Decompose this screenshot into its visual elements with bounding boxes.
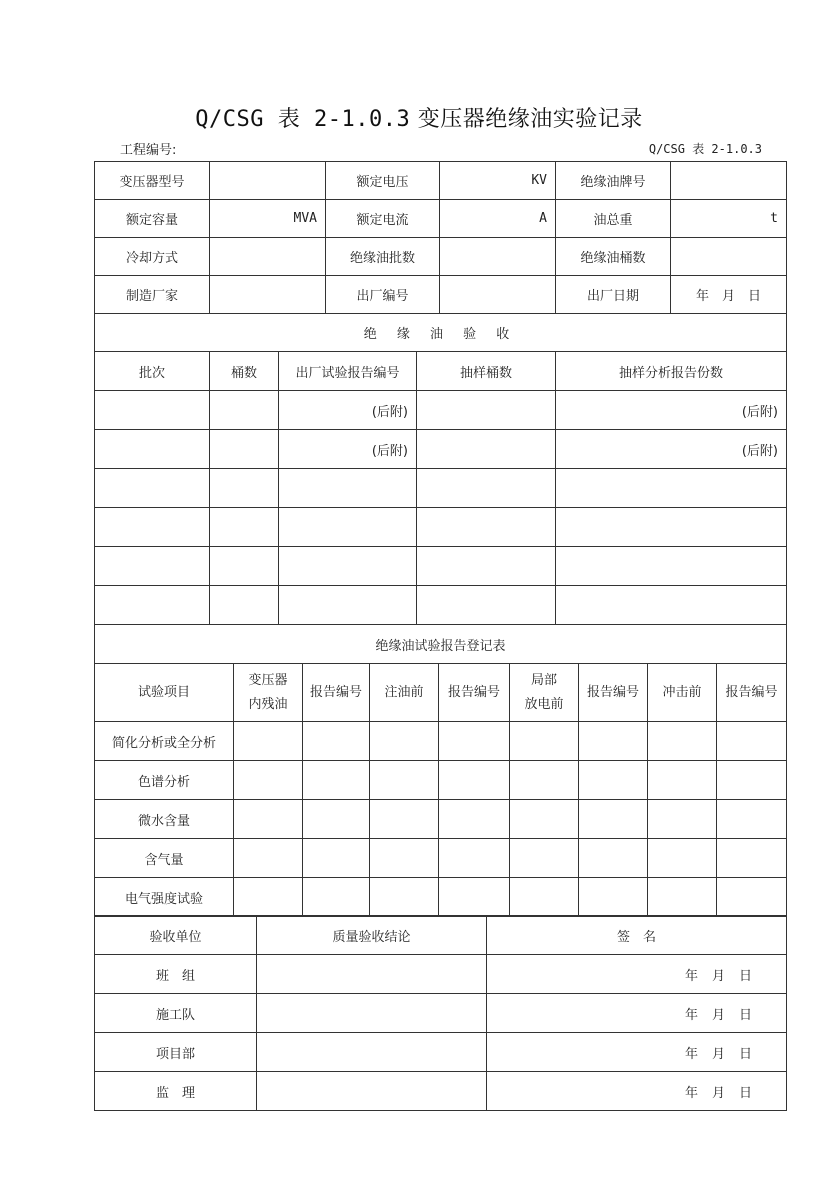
- info-value-field[interactable]: KV: [440, 162, 556, 200]
- info-value-field[interactable]: [440, 238, 556, 276]
- registry-cell[interactable]: [439, 722, 510, 761]
- registry-column-header: [234, 664, 303, 722]
- info-value-field[interactable]: [210, 238, 326, 276]
- quality-conclusion-field[interactable]: [257, 955, 487, 994]
- signature-date-field[interactable]: [487, 1033, 787, 1072]
- registry-header-row: [95, 664, 787, 722]
- registry-header-line: 变压器: [248, 672, 288, 688]
- registry-header-line: 局部: [530, 672, 557, 688]
- registry-cell[interactable]: [510, 722, 579, 761]
- registry-cell[interactable]: [234, 800, 303, 839]
- registry-cell[interactable]: [303, 839, 370, 878]
- registry-cell[interactable]: [439, 800, 510, 839]
- info-label: 油总重: [556, 200, 671, 238]
- registry-header-line: 试验项目: [137, 684, 190, 700]
- registry-column-header: [303, 664, 370, 722]
- registry-row: [95, 878, 787, 917]
- registry-cell[interactable]: [370, 761, 439, 800]
- acceptance-row: [95, 508, 787, 547]
- registry-header-line: 报告编号: [447, 684, 500, 700]
- registry-cell[interactable]: [579, 722, 648, 761]
- acceptance-unit-label: 监 理: [95, 1072, 257, 1111]
- acceptance-cell[interactable]: [210, 586, 279, 625]
- registry-cell[interactable]: [370, 878, 439, 917]
- signature-date-field[interactable]: [487, 994, 787, 1033]
- registry-header-line: 内残油: [248, 696, 288, 712]
- registry-cell[interactable]: [439, 839, 510, 878]
- registry-header-line: 报告编号: [309, 684, 362, 700]
- registry-cell[interactable]: [370, 800, 439, 839]
- signoff-row: [95, 994, 787, 1033]
- info-row: [95, 276, 787, 314]
- registry-header-line: 报告编号: [725, 684, 778, 700]
- title-prefix: Q/CSG 表 2-1.0.3: [195, 107, 411, 132]
- registry-cell[interactable]: [717, 761, 787, 800]
- date-part: 月: [711, 968, 725, 984]
- acceptance-cell[interactable]: [279, 586, 417, 625]
- registry-cell[interactable]: [510, 800, 579, 839]
- registry-cell[interactable]: [648, 722, 717, 761]
- acceptance-column-header: 桶数: [210, 352, 279, 391]
- info-value-field[interactable]: [440, 276, 556, 314]
- project-number-label: 工程编号:: [120, 143, 177, 158]
- registry-row: [95, 761, 787, 800]
- registry-section-title: 绝缘油试验报告登记表: [95, 625, 787, 664]
- acceptance-cell[interactable]: [417, 430, 556, 469]
- info-value-field[interactable]: t: [671, 200, 787, 238]
- test-item-label: 色谱分析: [95, 761, 234, 800]
- signoff-row: [95, 955, 787, 994]
- acceptance-unit-label: 施工队: [95, 994, 257, 1033]
- registry-cell[interactable]: [370, 722, 439, 761]
- signoff-row: [95, 1072, 787, 1111]
- signoff-header-row: [95, 916, 787, 955]
- acceptance-column-header: 抽样桶数: [417, 352, 556, 391]
- date-part: 年: [684, 968, 698, 984]
- test-item-label: 微水含量: [95, 800, 234, 839]
- acceptance-column-header: 批次: [95, 352, 210, 391]
- info-label: 绝缘油桶数: [556, 238, 671, 276]
- registry-row: [95, 839, 787, 878]
- registry-cell[interactable]: [717, 839, 787, 878]
- acceptance-cell[interactable]: [556, 586, 787, 625]
- registry-cell[interactable]: [717, 722, 787, 761]
- registry-column-header: [717, 664, 787, 722]
- registry-cell[interactable]: [303, 761, 370, 800]
- info-label: 绝缘油牌号: [556, 162, 671, 200]
- test-item-label: 电气强度试验: [95, 878, 234, 917]
- signoff-column-header: 验收单位: [95, 916, 257, 955]
- acceptance-cell[interactable]: [417, 508, 556, 547]
- info-row: [95, 238, 787, 276]
- info-label: 额定容量: [95, 200, 210, 238]
- acceptance-cell[interactable]: (后附): [556, 391, 787, 430]
- acceptance-cell[interactable]: [417, 391, 556, 430]
- info-label: 出厂编号: [326, 276, 440, 314]
- transformer-info-table: [94, 161, 787, 314]
- registry-header-line: 注油前: [384, 684, 424, 700]
- acceptance-cell[interactable]: [95, 391, 210, 430]
- registry-cell[interactable]: [370, 839, 439, 878]
- page-title: [0, 102, 838, 133]
- acceptance-cell[interactable]: [95, 508, 210, 547]
- registry-cell[interactable]: [234, 839, 303, 878]
- registry-cell[interactable]: [510, 878, 579, 917]
- date-part: 年: [684, 1046, 698, 1062]
- acceptance-cell[interactable]: (后附): [279, 391, 417, 430]
- quality-conclusion-field[interactable]: [257, 994, 487, 1033]
- registry-cell[interactable]: [648, 800, 717, 839]
- test-report-registry-table: [94, 624, 787, 917]
- date-part: 月: [711, 1007, 725, 1023]
- acceptance-header-row: [95, 352, 787, 391]
- registry-cell[interactable]: [579, 878, 648, 917]
- registry-row: [95, 800, 787, 839]
- acceptance-cell[interactable]: [210, 508, 279, 547]
- acceptance-cell[interactable]: [556, 547, 787, 586]
- date-part: 日: [738, 1085, 752, 1101]
- registry-header-line: 冲击前: [662, 684, 702, 700]
- registry-cell[interactable]: [234, 722, 303, 761]
- registry-column-header: [579, 664, 648, 722]
- info-value-field[interactable]: 年 月 日: [671, 276, 787, 314]
- acceptance-cell[interactable]: (后附): [556, 430, 787, 469]
- registry-cell[interactable]: [648, 839, 717, 878]
- signature-date-field[interactable]: [487, 955, 787, 994]
- info-row: [95, 200, 787, 238]
- registry-header-line: 报告编号: [586, 684, 639, 700]
- info-value-field[interactable]: [671, 162, 787, 200]
- info-value-field[interactable]: [210, 162, 326, 200]
- registry-column-header: [510, 664, 579, 722]
- acceptance-cell[interactable]: [556, 508, 787, 547]
- acceptance-row: [95, 547, 787, 586]
- acceptance-cell[interactable]: [95, 547, 210, 586]
- test-item-label: 简化分析或全分析: [95, 722, 234, 761]
- registry-cell[interactable]: [579, 761, 648, 800]
- acceptance-column-header: 出厂试验报告编号: [279, 352, 417, 391]
- date-part: 年: [684, 1007, 698, 1023]
- registry-cell[interactable]: [648, 878, 717, 917]
- info-value-field[interactable]: MVA: [210, 200, 326, 238]
- acceptance-cell[interactable]: [95, 586, 210, 625]
- acceptance-unit-label: 项目部: [95, 1033, 257, 1072]
- acceptance-cell[interactable]: [417, 547, 556, 586]
- info-label: 额定电压: [326, 162, 440, 200]
- registry-cell[interactable]: [303, 722, 370, 761]
- date-part: 月: [711, 1046, 725, 1062]
- info-label: 出厂日期: [556, 276, 671, 314]
- registry-cell[interactable]: [303, 800, 370, 839]
- acceptance-cell[interactable]: [279, 547, 417, 586]
- date-part: 日: [738, 968, 752, 984]
- signoff-table: [94, 915, 787, 1111]
- registry-column-header: [370, 664, 439, 722]
- info-value-field[interactable]: [671, 238, 787, 276]
- acceptance-row: [95, 391, 787, 430]
- registry-cell[interactable]: [234, 878, 303, 917]
- signature-date-field[interactable]: [487, 1072, 787, 1111]
- acceptance-cell[interactable]: [210, 469, 279, 508]
- date-part: 日: [738, 1046, 752, 1062]
- test-item-label: 含气量: [95, 839, 234, 878]
- acceptance-cell[interactable]: [417, 586, 556, 625]
- registry-column-header: [439, 664, 510, 722]
- acceptance-unit-label: 班 组: [95, 955, 257, 994]
- quality-conclusion-field[interactable]: [257, 1072, 487, 1111]
- registry-cell[interactable]: [234, 761, 303, 800]
- acceptance-cell[interactable]: (后附): [279, 430, 417, 469]
- registry-cell[interactable]: [579, 839, 648, 878]
- info-value-field[interactable]: [210, 276, 326, 314]
- acceptance-cell[interactable]: [95, 430, 210, 469]
- date-part: 月: [711, 1085, 725, 1101]
- registry-header-line: 放电前: [524, 696, 564, 712]
- registry-cell[interactable]: [717, 878, 787, 917]
- title-main: 变压器绝缘油实验记录: [417, 107, 643, 132]
- info-label: 变压器型号: [95, 162, 210, 200]
- acceptance-column-header: 抽样分析报告份数: [556, 352, 787, 391]
- info-row: [95, 162, 787, 200]
- registry-cell[interactable]: [579, 800, 648, 839]
- signoff-row: [95, 1033, 787, 1072]
- acceptance-cell[interactable]: [95, 469, 210, 508]
- info-label: 冷却方式: [95, 238, 210, 276]
- acceptance-cell[interactable]: [210, 430, 279, 469]
- registry-cell[interactable]: [439, 761, 510, 800]
- signoff-column-header: 签 名: [487, 916, 787, 955]
- registry-cell[interactable]: [303, 878, 370, 917]
- quality-conclusion-field[interactable]: [257, 1033, 487, 1072]
- acceptance-cell[interactable]: [279, 508, 417, 547]
- oil-acceptance-table: [94, 313, 787, 625]
- signoff-column-header: 质量验收结论: [257, 916, 487, 955]
- form-code: Q/CSG 表 2-1.0.3: [648, 142, 762, 156]
- info-label: 制造厂家: [95, 276, 210, 314]
- registry-cell[interactable]: [510, 839, 579, 878]
- date-part: 日: [738, 1007, 752, 1023]
- registry-column-header: [95, 664, 234, 722]
- acceptance-row: [95, 586, 787, 625]
- acceptance-row: [95, 430, 787, 469]
- acceptance-cell[interactable]: [279, 469, 417, 508]
- registry-column-header: [648, 664, 717, 722]
- registry-cell[interactable]: [648, 761, 717, 800]
- acceptance-section-title: 绝 缘 油 验 收: [95, 314, 787, 352]
- acceptance-row: [95, 469, 787, 508]
- info-label: 额定电流: [326, 200, 440, 238]
- acceptance-cell[interactable]: [417, 469, 556, 508]
- registry-cell[interactable]: [510, 761, 579, 800]
- date-part: 年: [684, 1085, 698, 1101]
- info-label: 绝缘油批数: [326, 238, 440, 276]
- acceptance-cell[interactable]: [556, 469, 787, 508]
- registry-cell[interactable]: [717, 800, 787, 839]
- acceptance-cell[interactable]: [210, 547, 279, 586]
- registry-cell[interactable]: [439, 878, 510, 917]
- info-value-field[interactable]: A: [440, 200, 556, 238]
- acceptance-cell[interactable]: [210, 391, 279, 430]
- registry-row: [95, 722, 787, 761]
